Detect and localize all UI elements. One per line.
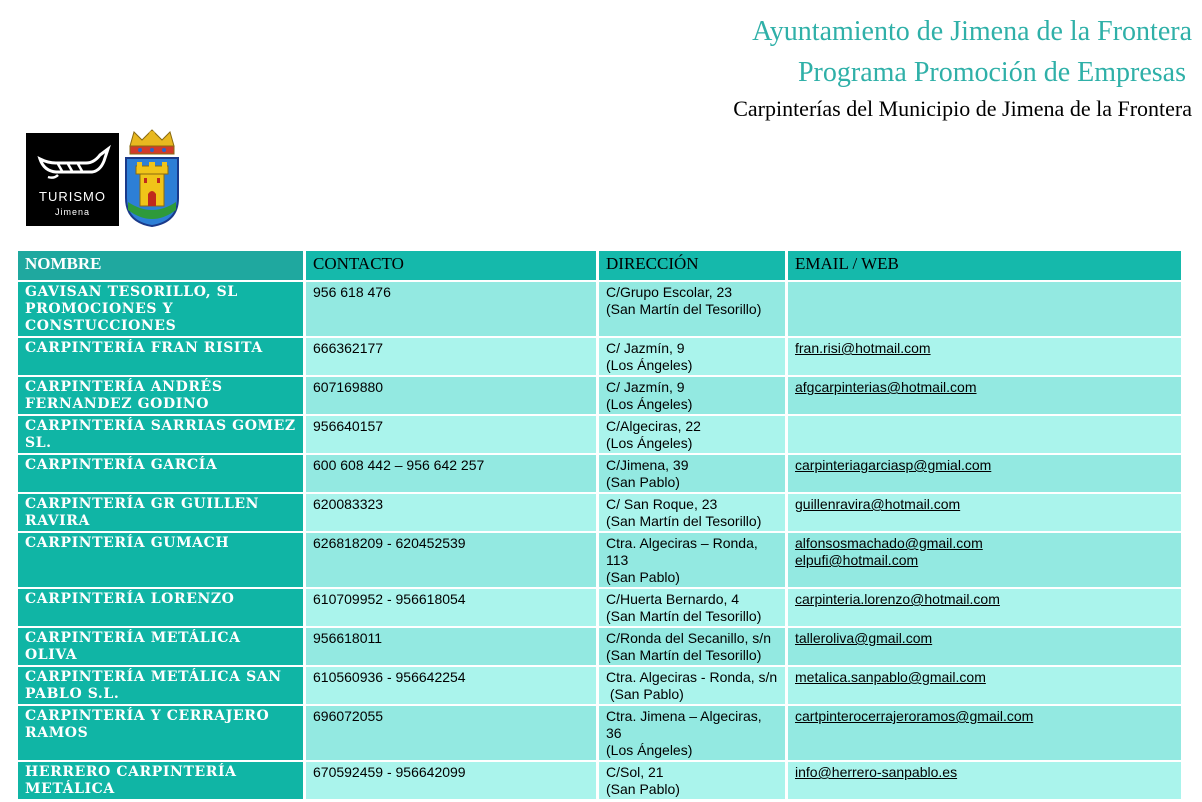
table-row — [18, 338, 1181, 375]
email-cell — [788, 589, 1181, 626]
address-cell — [599, 338, 785, 375]
address-line: (San Pablo) — [606, 569, 680, 585]
address-cell — [599, 706, 785, 760]
address-line: (Los Ángeles) — [606, 435, 693, 451]
address-cell — [599, 762, 785, 799]
email-link[interactable]: info@herrero-sanpablo.es — [795, 764, 958, 780]
address-line: C/Huerta Bernardo, 4 — [606, 591, 740, 607]
email-cell — [788, 667, 1181, 704]
boat-glyph-icon — [34, 141, 112, 187]
address-line: (San Pablo) — [606, 686, 684, 702]
address-line: C/Grupo Escolar, 23 — [606, 284, 733, 300]
company-name: CARPINTERÍA ANDRÉS FERNANDEZ GODINO — [18, 377, 303, 414]
email-cell — [788, 377, 1181, 414]
address-line: (San Pablo) — [606, 474, 680, 490]
contact-phone: 670592459 - 956642099 — [306, 762, 596, 799]
address-line: C/Algeciras, 22 — [606, 418, 701, 434]
contact-phone: 620083323 — [306, 494, 596, 531]
company-name: GAVISAN TESORILLO, SL PROMOCIONES Y CONSTUCCIONES — [18, 282, 303, 336]
company-name: CARPINTERÍA FRAN RISITA — [18, 338, 303, 375]
email-cell — [788, 706, 1181, 760]
address-line: Ctra. Algeciras – Ronda, 113 — [606, 535, 762, 568]
company-name: CARPINTERÍA METÁLICA SAN PABLO S.L. — [18, 667, 303, 704]
address-line: (Los Ángeles) — [606, 357, 693, 373]
table-row — [18, 667, 1181, 704]
email-cell — [788, 762, 1181, 799]
jimena-coat-of-arms — [120, 128, 184, 233]
address-line: (Los Ángeles) — [606, 396, 693, 412]
address-cell — [599, 377, 785, 414]
address-line: C/ Jazmín, 9 — [606, 379, 685, 395]
contact-phone: 626818209 - 620452539 — [306, 533, 596, 587]
company-name: CARPINTERÍA SARRIAS GOMEZ SL. — [18, 416, 303, 453]
company-name: CARPINTERÍA GARCÍA — [18, 455, 303, 492]
email-link[interactable]: alfonsosmachado@gmail.com — [795, 535, 983, 551]
contact-phone: 956640157 — [306, 416, 596, 453]
address-line: (San Martín del Tesorillo) — [606, 608, 762, 624]
turismo-jimena-logo — [26, 133, 119, 226]
contact-phone: 610709952 - 956618054 — [306, 589, 596, 626]
company-name: CARPINTERÍA METÁLICA OLIVA — [18, 628, 303, 665]
table-row — [18, 706, 1181, 760]
table-row — [18, 377, 1181, 414]
email-cell — [788, 533, 1181, 587]
email-link[interactable]: carpinteria.lorenzo@hotmail.com — [795, 591, 1000, 607]
address-cell — [599, 416, 785, 453]
contact-phone: 610560936 - 956642254 — [306, 667, 596, 704]
email-cell — [788, 455, 1181, 492]
address-cell — [599, 494, 785, 531]
address-cell — [599, 455, 785, 492]
address-line: C/Ronda del Secanillo, s/n — [606, 630, 771, 646]
table-row — [18, 282, 1181, 336]
shield-castle-icon — [126, 158, 178, 226]
email-link[interactable]: cartpinterocerrajeroramos@gmail.com — [795, 708, 1034, 724]
email-link[interactable]: carpinteriagarciasp@gmial.com — [795, 457, 992, 473]
turismo-logo-text: TURISMO — [39, 189, 106, 204]
address-line: C/ San Roque, 23 — [606, 496, 718, 512]
contact-phone: 607169880 — [306, 377, 596, 414]
contact-phone: 956 618 476 — [306, 282, 596, 336]
table-row — [18, 416, 1181, 453]
email-cell — [788, 494, 1181, 531]
address-line: Ctra. Jimena – Algeciras, 36 — [606, 708, 766, 741]
turismo-logo-subtext: Jimena — [54, 207, 90, 217]
address-line: (San Pablo) — [606, 781, 680, 797]
email-link[interactable]: metalica.sanpablo@gmail.com — [795, 669, 986, 685]
table-row — [18, 533, 1181, 587]
company-name: CARPINTERÍA GR GUILLEN RAVIRA — [18, 494, 303, 531]
table-header-row — [18, 251, 1181, 280]
crown-icon — [130, 130, 174, 154]
email-cell — [788, 282, 1181, 336]
table-row — [18, 628, 1181, 665]
email-link[interactable]: fran.risi@hotmail.com — [795, 340, 931, 356]
email-link[interactable]: guillenravira@hotmail.com — [795, 496, 961, 512]
company-name: CARPINTERÍA LORENZO — [18, 589, 303, 626]
address-cell — [599, 589, 785, 626]
column-header-contacto: CONTACTO — [306, 251, 596, 280]
contact-phone: 696072055 — [306, 706, 596, 760]
address-line: Ctra. Algeciras - Ronda, s/n — [606, 669, 778, 685]
address-cell — [599, 667, 785, 704]
address-cell — [599, 282, 785, 336]
email-cell — [788, 338, 1181, 375]
table-row — [18, 762, 1181, 799]
table-row — [18, 494, 1181, 531]
address-line: C/Sol, 21 — [606, 764, 664, 780]
contact-phone: 666362177 — [306, 338, 596, 375]
address-line: (San Martín del Tesorillo) — [606, 513, 762, 529]
table-row — [18, 589, 1181, 626]
column-header-direccion: DIRECCIÓN — [599, 251, 785, 280]
company-name: HERRERO CARPINTERÍA METÁLICA — [18, 762, 303, 799]
company-name: CARPINTERÍA Y CERRAJERO RAMOS — [18, 706, 303, 760]
header-subtitle-carpinterias: Carpinterías del Municipio de Jimena de la Frontera — [733, 96, 1192, 121]
address-line: (San Martín del Tesorillo) — [606, 647, 762, 663]
address-cell — [599, 628, 785, 665]
email-link[interactable]: elpufi@hotmail.com — [795, 552, 919, 568]
table-row — [18, 455, 1181, 492]
address-line: C/ Jazmín, 9 — [606, 340, 685, 356]
column-header-email: EMAIL / WEB — [788, 251, 1181, 280]
email-cell — [788, 416, 1181, 453]
address-cell — [599, 533, 785, 587]
contact-phone: 956618011 — [306, 628, 596, 665]
address-line: (San Martín del Tesorillo) — [606, 301, 762, 317]
email-link[interactable]: talleroliva@gmail.com — [795, 630, 933, 646]
header-title-ayuntamiento: Ayuntamiento de Jimena de la Frontera — [752, 16, 1192, 47]
address-line: (Los Ángeles) — [606, 742, 693, 758]
contact-phone: 600 608 442 – 956 642 257 — [306, 455, 596, 492]
address-line: C/Jimena, 39 — [606, 457, 689, 473]
column-header-nombre: NOMBRE — [18, 251, 303, 280]
carpinterias-table — [15, 249, 1184, 801]
header-title-programa: Programa Promoción de Empresas — [797, 57, 1186, 88]
email-link[interactable]: afgcarpinterias@hotmail.com — [795, 379, 977, 395]
email-cell — [788, 628, 1181, 665]
company-name: CARPINTERÍA GUMACH — [18, 533, 303, 587]
